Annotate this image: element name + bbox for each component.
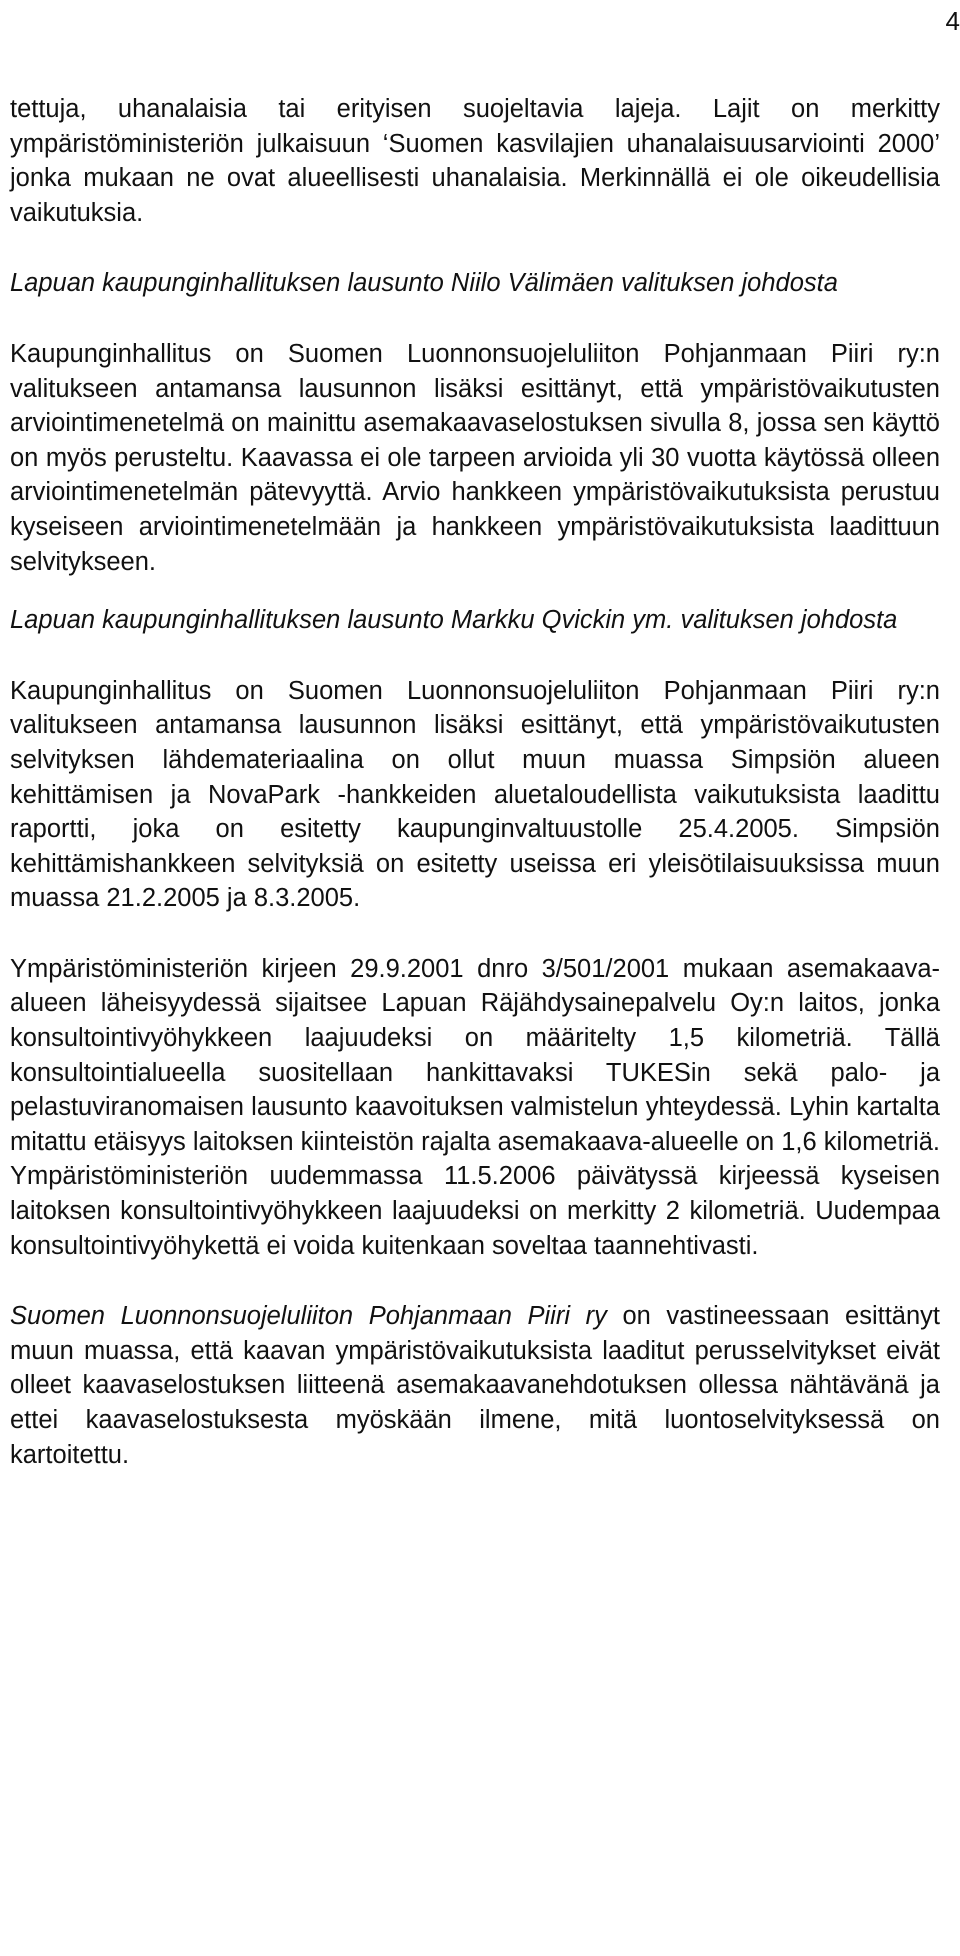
section-heading-valimaki: Lapuan kaupunginhallituksen lausunto Niilo Välimäen valituksen johdosta <box>10 269 838 298</box>
paragraph-ministry-letter: Ympäristöministeriön kirjeen 29.9.2001 dnro 3/501/2001 mukaan asemakaava-alueen läheisyydessä sijaitsee Lapuan Räjähdysainepalvelu Oy:n laitos, jonka konsultointivyöhykkeen laajuudeksi on määritelty 1,5 kilometriä. Tällä konsultointialueella suositellaan hankittavaksi TUKESin sekä palo- ja pelastuviranomaisen lausunto kaavoituksen valmistelun yhteydessä. Lyhin kartalta mitattu etäisyys laitoksen kiinteistön rajalta asemakaava-alueelle on 1,6 kilometriä. Ympäristöministeriön uudemmassa 11.5.2006 päivätyssä kirjeessä kyseisen laitoksen konsultointivyöhykkeen laajuudeksi on merkitty 2 kilometriä. Uudempaa konsultointivyöhykettä ei voida kuitenkaan soveltaa taannehtivasti. <box>10 954 940 1260</box>
paragraph-intro: tettuja, uhanalaisia tai erityisen suojeltavia lajeja. Lajit on merkitty ympäristöministeriön julkaisuun ‘Suomen kasvilajien uhanalaisuusarviointi 2000’ jonka mukaan ne ovat alueellisesti uhanalaisia. Merkinnällä ei ole oikeudellisia vaikutuksia. <box>10 95 940 227</box>
paragraph-reply-lead: Suomen Luonnonsuojeluliiton Pohjanmaan Piiri ry <box>10 1302 607 1331</box>
paragraph-reply <box>10 1299 940 1472</box>
section-heading-qvick: Lapuan kaupunginhallituksen lausunto Markku Qvickin ym. valituksen johdosta <box>10 606 898 635</box>
paragraph-valimaki-statement: Kaupunginhallitus on Suomen Luonnonsuojeluliiton Pohjanmaan Piiri ry:n valitukseen antamansa lausunnon lisäksi esittänyt, että ympäristövaikutusten arviointimenetelmä on mainittu asemakaavaselostuksen sivulla 8, jossa sen käyttö on myös perusteltu. Kaavassa ei ole tarpeen arvioida yli 30 vuotta käytössä olleen arviointimenetelmän pätevyyttä. Arvio hankkeen ympäristövaikutuksista perustuu kyseiseen arviointimenetelmään ja hankkeen ympäristövaikutuksista laadittuun selvitykseen. <box>10 339 940 576</box>
page-number: 4 <box>945 6 960 36</box>
paragraph-qvick-statement: Kaupunginhallitus on Suomen Luonnonsuojeluliiton Pohjanmaan Piiri ry:n valitukseen antamansa lausunnon lisäksi esittänyt, että ympäristövaikutusten selvityksen lähdemateriaalina on ollut muun muassa Simpsiön alueen kehittämisen ja NovaPark -hankkeiden aluetaloudellista vaikutuksista laadittu raportti, joka on esitetty kaupunginvaltuustolle 25.4.2005. Simpsiön kehittämishankkeen selvityksiä on esitetty useissa eri yleisötilaisuuksissa muun muassa 21.2.2005 ja 8.3.2005. <box>10 676 940 913</box>
document-body <box>10 92 940 1472</box>
paragraph-reply-text: on vastineessaan esittänyt muun muassa, että kaavan ympäristövaikutuksista laaditut perusselvitykset eivät olleet kaavaselostuksen liitteenä asemakaavanehdotuksen ollessa nähtävänä ja ettei kaavaselostuksesta myöskään ilmene, mitä luontoselvityksessä on kartoitettu. <box>10 1302 940 1469</box>
